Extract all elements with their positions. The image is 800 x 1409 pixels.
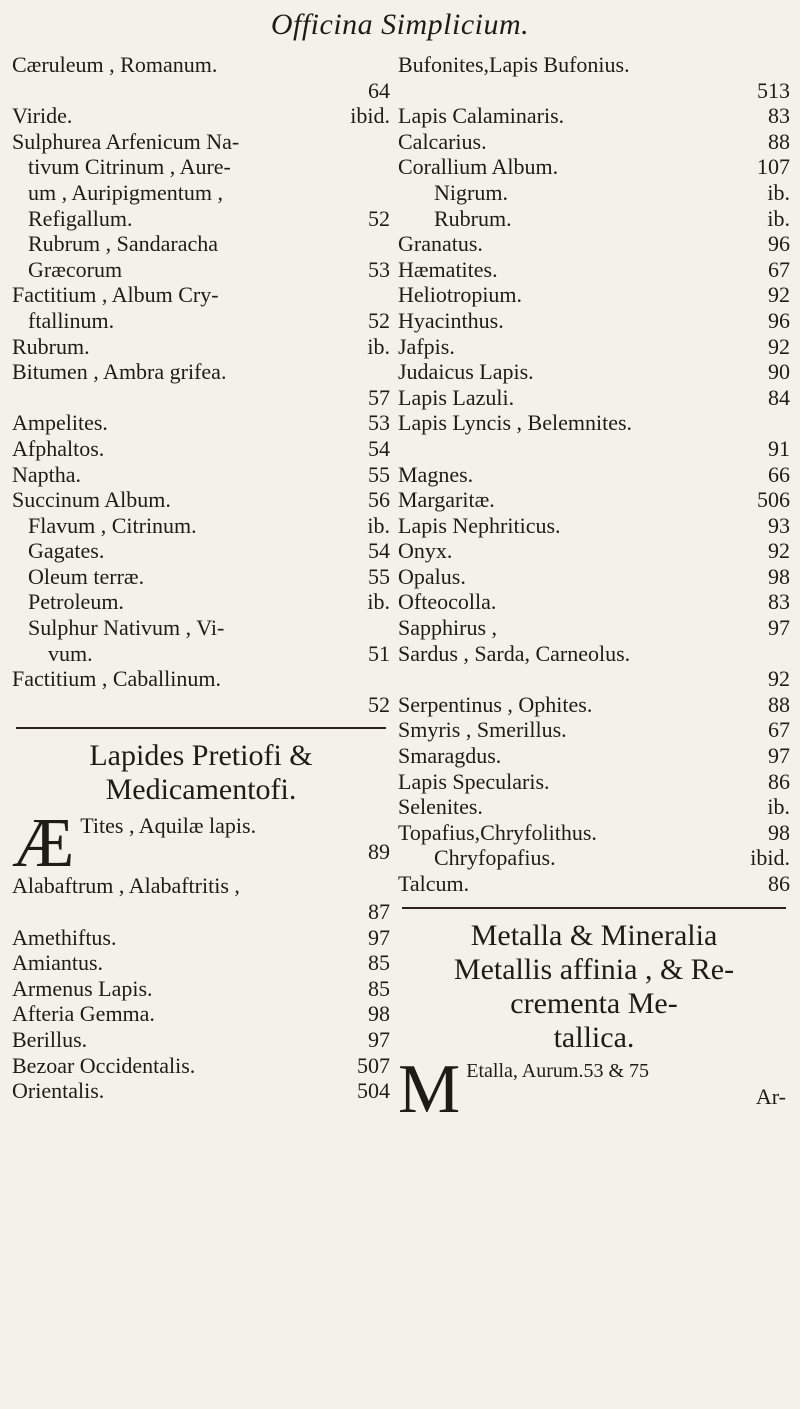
page-number: 85 (368, 950, 390, 976)
page-number: 67 (768, 256, 790, 282)
page-number: 86 (768, 768, 790, 794)
index-entry (12, 873, 390, 899)
index-entry-text: Rubrum. (434, 205, 512, 231)
page-number: 92 (768, 282, 790, 308)
index-entry-text: Ofteocolla. (398, 589, 497, 615)
index-entry-text: Bezoar Occidentalis. (12, 1052, 196, 1078)
index-entry-text: Armenus Lapis. (12, 975, 153, 1001)
index-entry-text: Tites , Aquilæ lapis. (80, 813, 257, 839)
index-entry (398, 692, 790, 718)
index-entry (12, 206, 390, 232)
index-entry (398, 462, 790, 488)
index-entry (12, 334, 390, 360)
section-title-line: Medicamentofi. (105, 773, 297, 807)
page-number: ib. (367, 589, 390, 615)
page-number: 97 (768, 743, 790, 769)
section-rule (402, 907, 786, 909)
index-entry (398, 103, 790, 129)
index-entry (398, 282, 790, 308)
index-entry (12, 925, 390, 951)
page-number: 96 (768, 307, 790, 333)
index-entry-text: Refigallum. (28, 205, 133, 231)
index-entry (398, 52, 790, 78)
index-entry-text: Afteria Gemma. (12, 1001, 155, 1027)
index-entry-text: Judaicus Lapis. (398, 359, 534, 385)
page-number: 55 (368, 461, 390, 487)
index-entry-text: Ampelites. (12, 410, 108, 436)
index-entry (12, 103, 390, 129)
page-number: 506 (757, 487, 790, 513)
index-entry (12, 666, 390, 692)
index-entry (12, 1053, 390, 1079)
index-entry-text: Lapis Specularis. (398, 768, 550, 794)
index-entry (12, 513, 390, 539)
index-entry (12, 129, 390, 155)
index-entry-text: Magnes. (398, 461, 474, 487)
section-title-line: Metalla & Mineralia (470, 918, 718, 952)
index-entry (12, 154, 390, 180)
index-entry (12, 436, 390, 462)
page-number: 96 (768, 231, 790, 257)
index-entry (398, 615, 790, 641)
index-entry-text: Factitium , Album Cry- (12, 282, 219, 308)
page-number: 507 (357, 1052, 390, 1078)
page-number: 66 (768, 461, 790, 487)
index-entry-text: Rubrum , Sandaracha (28, 231, 218, 257)
left-index-list (12, 52, 390, 717)
index-entry-text: um , Auripigmentum , (28, 179, 223, 205)
index-entry-text: Lapis Nephriticus. (398, 512, 561, 538)
index-entry (398, 538, 790, 564)
page-number: 54 (368, 538, 390, 564)
section-title-metalla (398, 919, 790, 1055)
index-entry-text: Succinum Album. (12, 487, 171, 513)
initial-entry-lines (80, 813, 390, 864)
index-entry (12, 641, 390, 667)
index-entry-text: Hæmatites. (398, 256, 498, 282)
index-entry-text: Cæruleum , Romanum. (12, 52, 218, 77)
index-entry (398, 564, 790, 590)
index-entry (12, 359, 390, 385)
index-entry (398, 308, 790, 334)
index-entry-text: Granatus. (398, 231, 483, 257)
index-entry (398, 78, 790, 104)
index-entry (398, 436, 790, 462)
page-number: 52 (368, 205, 390, 231)
page-number: 97 (368, 1027, 390, 1052)
index-entry-text: Selenites. (398, 794, 483, 820)
page-number: 92 (768, 538, 790, 564)
index-entry (12, 615, 390, 641)
index-entry-text: ftallinum. (28, 307, 115, 333)
page-number: ibid. (750, 845, 790, 871)
page-number: 83 (768, 103, 790, 129)
left-column (12, 52, 390, 1104)
right-column (398, 52, 790, 1128)
index-entry (12, 1027, 390, 1053)
page-number: ib. (767, 179, 790, 205)
index-entry (12, 308, 390, 334)
index-entry (398, 871, 790, 897)
index-entry-text: Naptha. (12, 461, 82, 487)
page-number: 107 (757, 154, 790, 180)
index-entry-text: Sapphirus , (398, 615, 497, 641)
index-entry-text: Alabaftrum , Alabaftritis , (12, 873, 240, 899)
index-entry-text: Lapis Calaminaris. (398, 103, 565, 129)
index-entry (12, 976, 390, 1002)
index-entry-text: Margaritæ. (398, 487, 495, 513)
right-index-list (398, 52, 790, 897)
index-entry (398, 385, 790, 411)
page-number: 67 (768, 717, 790, 743)
running-head: Officina Simplicium. (270, 8, 530, 41)
index-entry (12, 180, 390, 206)
initial-entry (12, 805, 390, 883)
index-entry-text: Petroleum. (28, 589, 124, 615)
page-number: ibid. (350, 103, 390, 129)
index-entry-text: Lapis Lyncis , Belemnites. (398, 410, 633, 436)
index-entry (12, 385, 390, 411)
index-entry (12, 589, 390, 615)
page-number: 64 (368, 77, 390, 103)
index-entry-text: Hyacinthus. (398, 307, 504, 333)
index-entry-text: Græcorum (28, 256, 123, 282)
index-entry (398, 641, 790, 667)
drop-initial: Æ (12, 805, 75, 883)
index-entry (12, 1078, 390, 1104)
index-entry (80, 813, 390, 839)
page-number: ib. (767, 794, 790, 820)
index-entry (12, 950, 390, 976)
index-entry-text: Bitumen , Ambra grifea. (12, 359, 227, 385)
index-entry (398, 231, 790, 257)
index-entry-text: Sulphurea Arfenicum Na- (12, 128, 240, 154)
page-number: 92 (768, 333, 790, 359)
left-index-list-2 (12, 873, 390, 1103)
index-entry-text: Jafpis. (398, 333, 455, 359)
index-entry-text: Corallium Album. (398, 154, 559, 180)
page-number: 89 (368, 839, 390, 865)
index-entry-text: Topafius,Chryfolithus. (398, 819, 597, 845)
index-entry-text: Afphaltos. (12, 435, 105, 461)
index-entry-text: Oleum terræ. (28, 563, 145, 589)
index-entry-text: Sardus , Sarda, Carneolus. (398, 640, 631, 666)
index-entry (398, 513, 790, 539)
section-title-line: tallica. (553, 1020, 635, 1054)
page-number: 88 (768, 691, 790, 717)
page-number: 97 (768, 615, 790, 641)
page-number: 56 (368, 487, 390, 513)
page-number: ib. (367, 333, 390, 359)
page-number: 53 (368, 256, 390, 282)
page-number: 52 (368, 691, 390, 717)
index-entry (12, 78, 390, 104)
index-entry (12, 462, 390, 488)
section-title-line: crementa Me- (510, 986, 678, 1020)
page-number: 98 (768, 819, 790, 845)
index-entry-text: Lapis Lazuli. (398, 384, 515, 410)
index-entry-text: vum. (48, 640, 93, 666)
page-number: 97 (368, 924, 390, 950)
page-number: 53 (368, 410, 390, 436)
index-entry (398, 820, 790, 846)
page-number: 85 (368, 975, 390, 1001)
index-entry (398, 410, 790, 436)
page-number: 55 (368, 563, 390, 589)
page-number: 52 (368, 307, 390, 333)
section-title-line: Lapides Pretiofi & (89, 739, 313, 773)
index-entry-text: Sulphur Nativum , Vi- (28, 615, 225, 641)
index-entry (398, 769, 790, 795)
index-entry (398, 666, 790, 692)
index-entry (398, 717, 790, 743)
page-number: 90 (768, 359, 790, 385)
index-entry (398, 487, 790, 513)
index-entry (12, 410, 390, 436)
page-number: 93 (768, 512, 790, 538)
index-entry (398, 359, 790, 385)
page-number: 54 (368, 435, 390, 461)
index-entry (12, 899, 390, 925)
index-entry (398, 206, 790, 232)
index-entry (12, 564, 390, 590)
index-entry (398, 257, 790, 283)
page-number: 88 (768, 128, 790, 154)
index-entry (12, 487, 390, 513)
index-entry-text: Viride. (12, 103, 73, 129)
page-number: 91 (768, 435, 790, 461)
page-number: 513 (757, 77, 790, 103)
page-number: 83 (768, 589, 790, 615)
initial-entry-lines (466, 1059, 790, 1110)
index-entry (12, 52, 390, 78)
page-number: ib. (367, 512, 390, 538)
section-title-lapides (12, 739, 390, 807)
page-number: ib. (767, 205, 790, 231)
index-entry-text: Bufonites,Lapis Bufonius. (398, 52, 630, 77)
index-entry-text: Calcarius. (398, 128, 487, 154)
page-number: 98 (768, 563, 790, 589)
index-entry-text: Amiantus. (12, 950, 104, 976)
index-entry-text: Smaragdus. (398, 743, 502, 769)
index-entry (12, 1001, 390, 1027)
section-rule (16, 727, 386, 729)
index-entry (398, 129, 790, 155)
index-entry-text: Gagates. (28, 538, 105, 564)
index-entry (12, 231, 390, 257)
index-entry-text: tivum Citrinum , Aure- (28, 154, 231, 180)
page-number: 504 (357, 1078, 390, 1104)
index-entry (12, 692, 390, 718)
index-entry (398, 794, 790, 820)
index-entry (398, 180, 790, 206)
index-entry-text: Heliotropium. (398, 282, 523, 308)
section-title-line: Metallis affinia , & Re- (453, 952, 735, 986)
index-entry (398, 334, 790, 360)
page-number: 51 (368, 640, 390, 666)
index-entry-text: Onyx. (398, 538, 453, 564)
page-number: 57 (368, 384, 390, 410)
index-entry (80, 839, 390, 865)
drop-initial: M (398, 1050, 461, 1128)
index-entry-text: Orientalis. (12, 1078, 105, 1104)
index-entry-text: Amethiftus. (12, 924, 117, 950)
page-number: 98 (368, 1001, 390, 1027)
index-entry-text: Factitium , Caballinum. (12, 666, 221, 692)
catchword: Ar- (755, 1084, 786, 1110)
index-entry (12, 538, 390, 564)
index-entry-text: Flavum , Citrinum. (28, 512, 197, 538)
page-number: 86 (768, 871, 790, 896)
index-entry-text: Opalus. (398, 563, 466, 589)
index-entry (12, 257, 390, 283)
index-entry (398, 589, 790, 615)
page-number: 92 (768, 666, 790, 692)
index-entry (398, 154, 790, 180)
index-entry-text: Smyris , Smerillus. (398, 717, 567, 743)
index-entry (398, 845, 790, 871)
index-entry-text: Serpentinus , Ophites. (398, 691, 593, 717)
initial-entry (398, 1050, 790, 1128)
index-entry-text: Etalla, Aurum.53 & 75 (466, 1059, 650, 1082)
index-entry-text: Chryfopafius. (434, 845, 556, 871)
index-entry (12, 282, 390, 308)
index-entry-text: Rubrum. (12, 333, 90, 359)
page-number: 87 (368, 899, 390, 925)
page-number: 84 (768, 384, 790, 410)
index-entry-text: Talcum. (398, 871, 470, 896)
index-entry-text: Berillus. (12, 1027, 88, 1052)
index-entry (398, 743, 790, 769)
index-entry-text: Nigrum. (434, 179, 508, 205)
